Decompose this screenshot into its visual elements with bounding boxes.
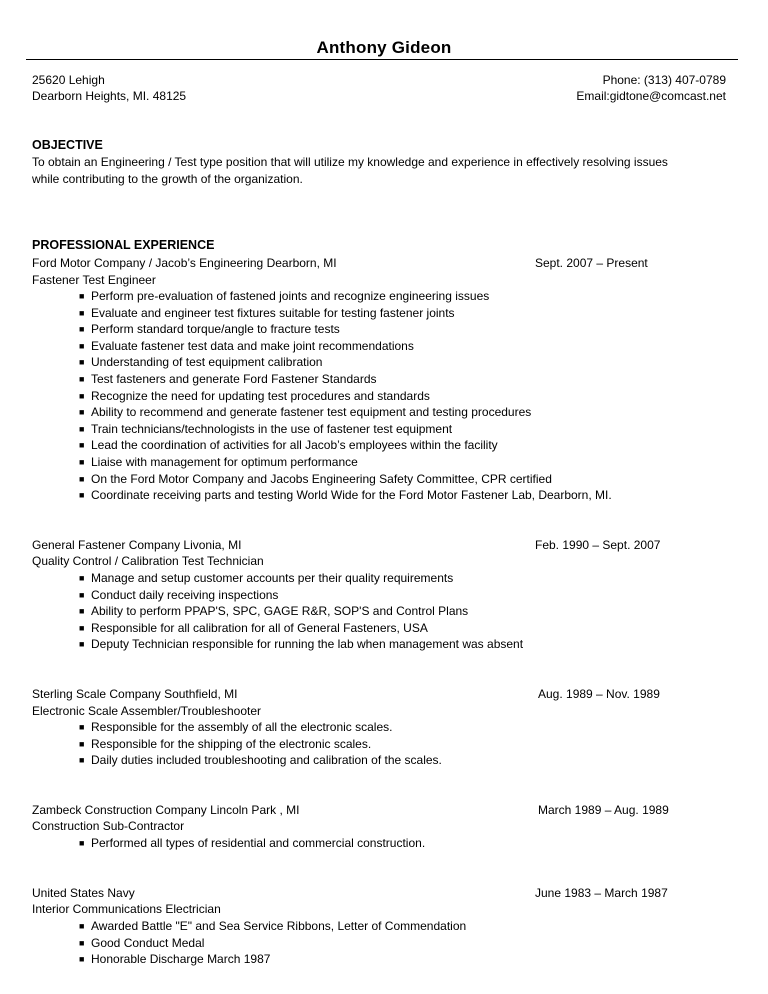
duty-item: ■ Coordinate receiving parts and testing World Wide for the Ford Motor Fastener Lab, Dearborn, MI.	[79, 488, 612, 503]
email-address: Email:gidtone@comcast.net	[576, 89, 726, 103]
duty-item: ■ Daily duties included troubleshooting and calibration of the scales.	[79, 753, 442, 768]
job-duties-list	[79, 288, 612, 504]
duty-item: ■ Understanding of test equipment calibration	[79, 355, 323, 370]
duty-item: ■ Train technicians/technologists in the use of fastener test equipment	[79, 421, 453, 436]
bullet-square-icon: ■	[79, 324, 85, 335]
phone-number: Phone: (313) 407-0789	[602, 73, 726, 87]
duty-item: ■ On the Ford Motor Company and Jacobs Engineering Safety Committee, CPR certified	[79, 471, 552, 486]
job-dates: Aug. 1989 – Nov. 1989	[538, 687, 660, 701]
job-title: Electronic Scale Assembler/Troubleshooter	[32, 704, 261, 718]
duty-item: ■ Test fasteners and generate Ford Fastener Standards	[79, 371, 377, 386]
bullet-square-icon: ■	[79, 755, 85, 766]
candidate-name: Anthony Gideon	[316, 38, 452, 57]
bullet-square-icon: ■	[79, 373, 85, 384]
job-duties-list	[79, 719, 442, 769]
job-dates: Feb. 1990 – Sept. 2007	[535, 538, 661, 552]
bullet-square-icon: ■	[79, 838, 85, 848]
job-duties-list	[79, 918, 466, 968]
duty-item: ■ Ability to perform PPAP'S, SPC, GAGE R&R, SOP'S and Control Plans	[79, 604, 469, 619]
duty-item: ■ Perform pre-evaluation of fastened joints and recognize engineering issues	[79, 289, 490, 303]
bullet-square-icon: ■	[79, 937, 85, 948]
duty-item: ■ Responsible for the assembly of all the electronic scales.	[79, 720, 393, 734]
job-company: United States Navy	[32, 886, 135, 900]
duty-item: ■ Recognize the need for updating test procedures and standards	[79, 388, 430, 403]
duty-item: ■ Manage and setup customer accounts per their quality requirements	[79, 571, 454, 585]
job-company: Ford Motor Company / Jacob’s Engineering Dearborn, MI	[32, 256, 337, 270]
header-divider	[26, 59, 738, 60]
job-company: Sterling Scale Company Southfield, MI	[32, 687, 238, 701]
duty-item: ■ Responsible for all calibration for all of General Fasteners, USA	[79, 620, 428, 635]
duty-item: ■ Honorable Discharge March 1987	[79, 952, 271, 967]
job-title: Construction Sub-Contractor	[32, 819, 185, 833]
duty-item: ■ Good Conduct Medal	[79, 935, 205, 950]
duty-item: ■ Responsible for the shipping of the electronic scales.	[79, 736, 372, 751]
job-title: Fastener Test Engineer	[32, 273, 156, 287]
objective-text-line-2: while contributing to the growth of the organization.	[32, 172, 303, 186]
bullet-square-icon: ■	[79, 589, 85, 600]
duty-item: ■ Liaise with management for optimum performance	[79, 454, 358, 469]
bullet-square-icon: ■	[79, 490, 85, 501]
objective-text-line-1: To obtain an Engineering / Test type position that will utilize my knowledge and experience in effectively resolving issues	[32, 155, 668, 169]
duty-item: ■ Deputy Technician responsible for running the lab when management was absent	[79, 637, 524, 652]
bullet-square-icon: ■	[79, 921, 85, 931]
job-duties-list	[79, 570, 523, 653]
duty-item: ■ Lead the coordination of activities for all Jacob’s employees within the facility	[79, 438, 498, 453]
job-title: Interior Communications Electrician	[32, 902, 221, 916]
job-dates: June 1983 – March 1987	[535, 886, 668, 900]
bullet-square-icon: ■	[79, 291, 85, 301]
bullet-square-icon: ■	[79, 473, 85, 484]
duty-item: ■ Evaluate and engineer test fixtures suitable for testing fastener joints	[79, 305, 455, 320]
duty-item: ■ Conduct daily receiving inspections	[79, 587, 279, 602]
bullet-square-icon: ■	[79, 722, 85, 732]
duty-item: ■ Evaluate fastener test data and make joint recommendations	[79, 338, 414, 353]
objective-heading: OBJECTIVE	[32, 138, 103, 152]
bullet-square-icon: ■	[79, 639, 85, 650]
bullet-square-icon: ■	[79, 606, 85, 617]
bullet-square-icon: ■	[79, 573, 85, 583]
bullet-square-icon: ■	[79, 622, 85, 633]
duty-item: ■ Perform standard torque/angle to fracture tests	[79, 322, 340, 337]
job-company: Zambeck Construction Company Lincoln Park , MI	[32, 803, 300, 817]
bullet-square-icon: ■	[79, 357, 85, 368]
duty-item: ■ Awarded Battle "E" and Sea Service Ribbons, Letter of Commendation	[79, 919, 467, 933]
bullet-square-icon: ■	[79, 954, 85, 965]
job-duties-list	[79, 835, 425, 852]
job-company: General Fastener Company Livonia, MI	[32, 538, 242, 552]
job-title: Quality Control / Calibration Test Technician	[32, 554, 264, 568]
job-dates: March 1989 – Aug. 1989	[538, 803, 669, 817]
job-dates: Sept. 2007 – Present	[535, 256, 648, 270]
bullet-square-icon: ■	[79, 407, 85, 418]
bullet-square-icon: ■	[79, 307, 85, 318]
address-line-1: 25620 Lehigh	[32, 73, 105, 87]
address-line-2: Dearborn Heights, MI. 48125	[32, 89, 187, 103]
bullet-square-icon: ■	[79, 440, 85, 451]
bullet-square-icon: ■	[79, 738, 85, 749]
bullet-square-icon: ■	[79, 456, 85, 467]
bullet-square-icon: ■	[79, 423, 85, 434]
duty-item: ■ Ability to recommend and generate fastener test equipment and testing procedures	[79, 405, 532, 420]
bullet-square-icon: ■	[79, 340, 85, 351]
bullet-square-icon: ■	[79, 390, 85, 401]
duty-item: ■ Performed all types of residential and commercial construction.	[79, 836, 426, 850]
experience-heading: PROFESSIONAL EXPERIENCE	[32, 238, 215, 252]
